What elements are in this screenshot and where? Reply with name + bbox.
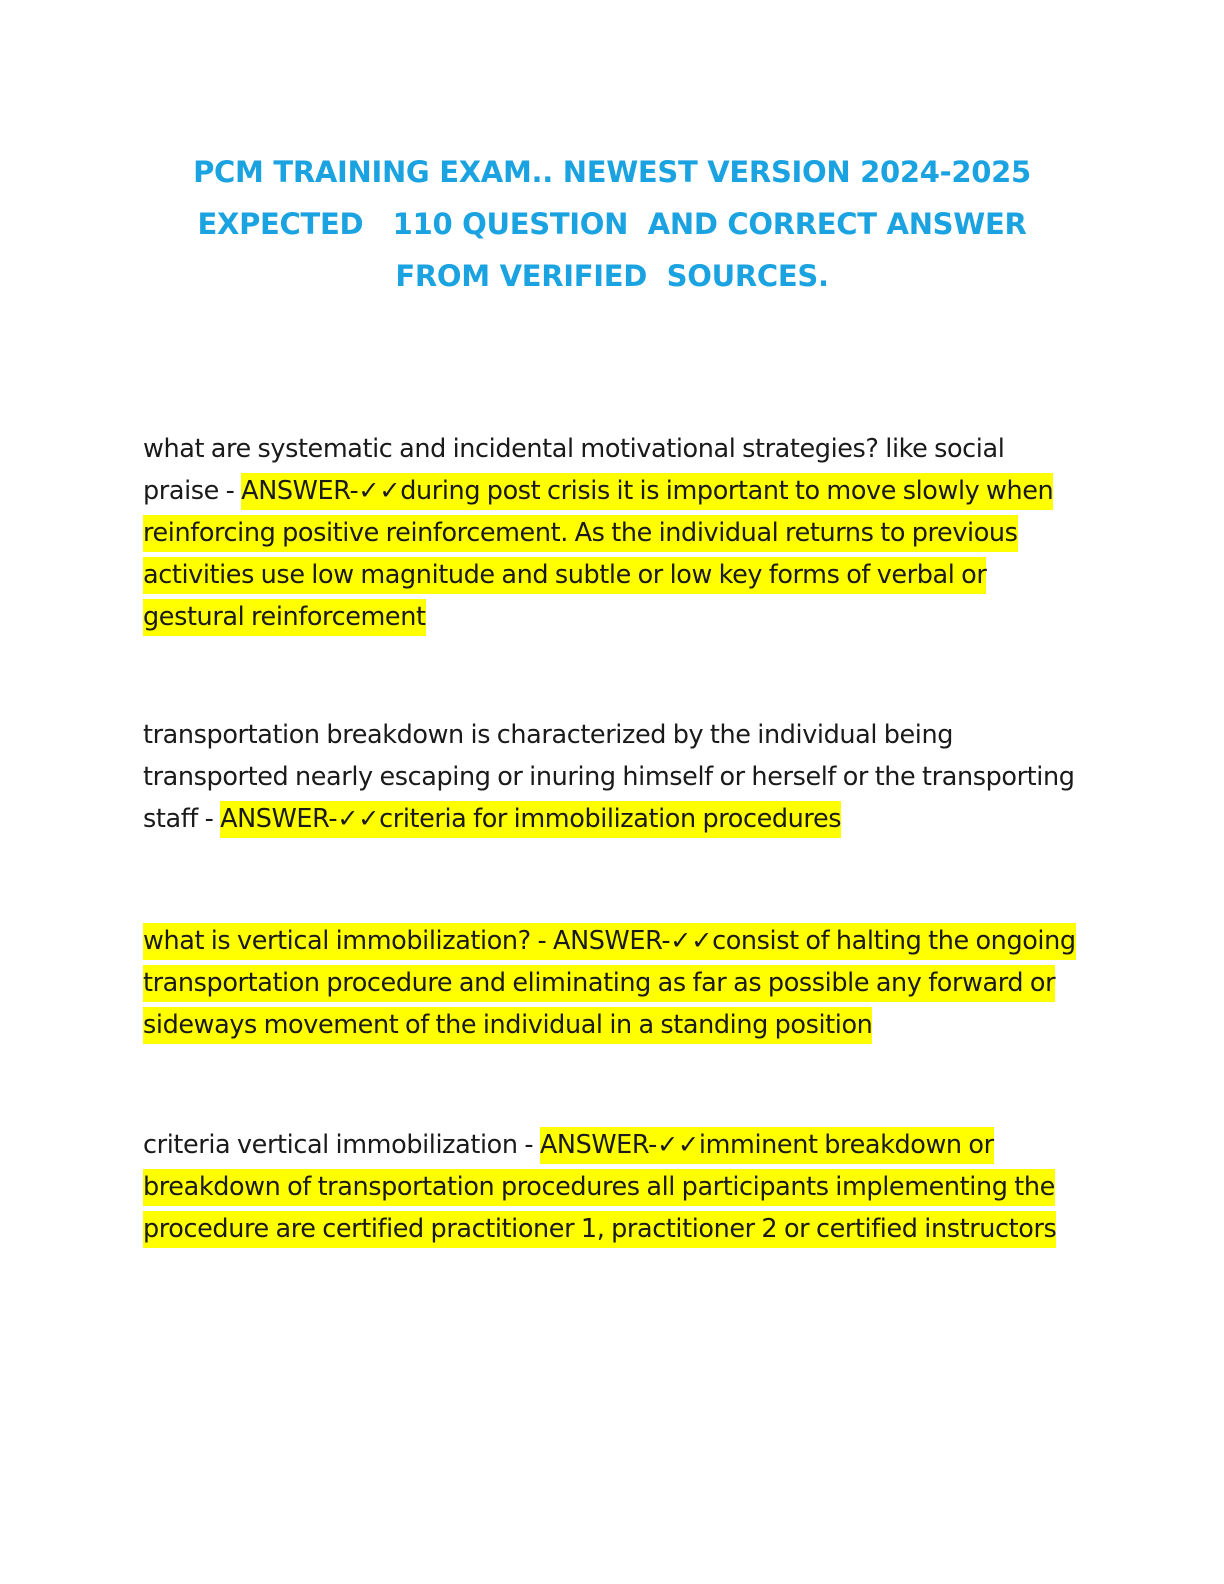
answer-text: consist of halting the ongoing transportation procedure and eliminating as far as possible any forward or sideways movement of the individual in a standing position: [143, 926, 1076, 1040]
answer-text: during post crisis it is important to move slowly when reinforcing positive reinforcement. As the individual returns to previous activities use low magnitude and subtle or low key forms of verbal or gestural reinforcement: [143, 476, 1054, 632]
checkmark-icon: ✓✓: [358, 476, 401, 506]
answer-label: ANSWER-: [220, 804, 338, 834]
title-line-1: PCM TRAINING EXAM.. NEWEST VERSION 2024-2025: [193, 155, 1031, 189]
answer-label: ANSWER-: [241, 476, 359, 506]
title-line-2: EXPECTED 110 QUESTION AND CORRECT ANSWER: [197, 207, 1027, 241]
answer-label: ANSWER-: [539, 1130, 657, 1160]
qa-block-2: [143, 714, 1083, 840]
title-line-3: FROM VERIFIED SOURCES.: [395, 259, 829, 293]
qa-block-1: [143, 428, 1083, 638]
checkmark-icon: ✓✓: [670, 926, 713, 956]
question-text: criteria vertical immobilization -: [143, 1130, 540, 1160]
question-text: what are systematic and incidental motivational strategies? like social praise -: [143, 434, 1005, 506]
checkmark-icon: ✓✓: [337, 804, 380, 834]
full-highlight: [143, 923, 1076, 1044]
answer-label: ANSWER-: [553, 926, 671, 956]
answer-text: imminent breakdown or breakdown of transportation procedures all participants implementing the procedure are certified practitioner 1, practitioner 2 or certified instructors: [143, 1130, 1057, 1244]
answer-highlight: [143, 473, 1053, 636]
qa-block-4: [143, 1124, 1083, 1250]
question-text: transportation breakdown is characterized by the individual being transported nearly escaping or inuring himself or herself or the transporting staff -: [143, 720, 1075, 834]
qa-block-3: [143, 920, 1083, 1046]
document-title: [140, 146, 1084, 302]
answer-highlight: [220, 801, 841, 838]
checkmark-icon: ✓✓: [656, 1130, 699, 1160]
answer-text: criteria for immobilization procedures: [379, 804, 842, 834]
question-text: what is vertical immobilization? -: [143, 926, 554, 956]
